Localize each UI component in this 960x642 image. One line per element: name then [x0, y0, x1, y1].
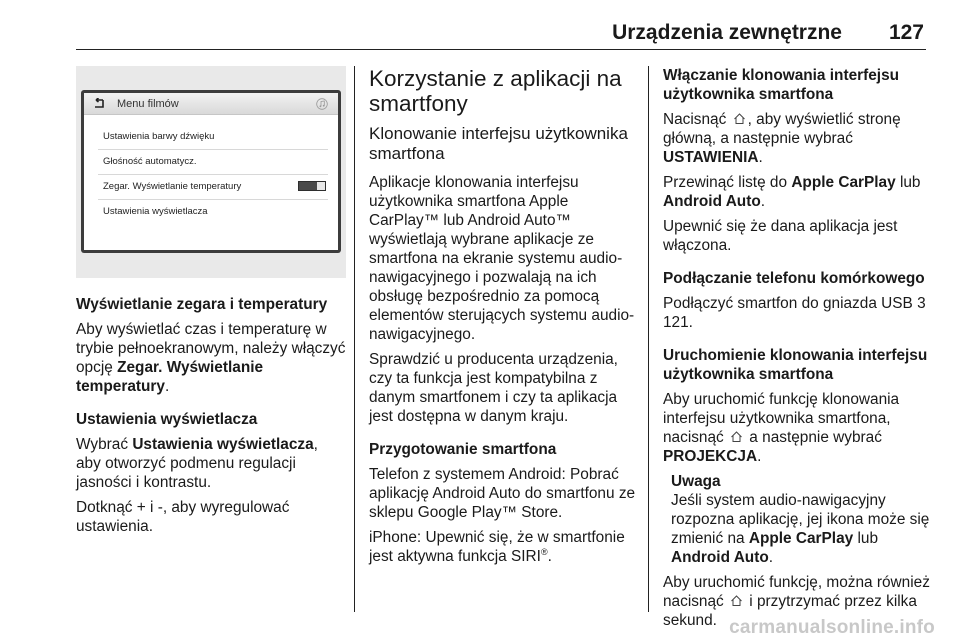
launch-paragraph	[663, 390, 938, 466]
enable-heading: Włączanie klonowania interfejsu użytkownika smartfona	[663, 67, 900, 103]
note-text: Jeśli system audio-nawigacyjny rozpozna aplikację, jej ikona może się zmienić na	[671, 492, 930, 547]
clock-option-name: Zegar. Wyświetlanie temperatury	[76, 359, 264, 395]
page-number: 127	[888, 21, 924, 44]
launch-heading: Uruchomienie klonowania interfejsu użytkownika smartfona	[663, 347, 928, 383]
iphone-paragraph	[369, 528, 639, 566]
enable-text-mid: , aby wyświetlić stronę główną, a następnie wybrać	[663, 111, 901, 147]
section-heading: Klonowanie interfejsu użytkownika smartfona	[369, 124, 628, 163]
carplay-name: Apple CarPlay	[748, 530, 854, 547]
clock-text-end: .	[164, 378, 170, 395]
projection-option-name: PROJEKCJA	[663, 448, 758, 465]
carplay-name: Apple CarPlay	[791, 174, 896, 191]
menu-item-display-settings[interactable]	[98, 200, 328, 225]
iphone-text: iPhone: Upewnić się, że w smartfonie jest aktywna funkcja SIRI	[369, 529, 625, 565]
chapter-title: Urządzenia zewnętrzne	[612, 21, 842, 44]
menu-item-auto-volume[interactable]	[98, 150, 328, 175]
android-auto-name: Android Auto	[663, 193, 761, 210]
note-text-mid: lub	[853, 530, 879, 547]
menu-item-label: Głośność automatycz.	[103, 156, 197, 167]
home-icon	[730, 594, 743, 607]
settings-option-name: USTAWIENIA	[663, 149, 759, 166]
enable-text-end: .	[758, 149, 763, 166]
connect-text: Podłączyć smartfon do gniazda USB	[663, 295, 918, 312]
clock-heading: Wyświetlanie zegara i temperatury	[76, 296, 328, 313]
enable-text: Nacisnąć	[663, 111, 731, 128]
menu-list	[98, 125, 328, 225]
page-reference: 3 121.	[663, 295, 926, 331]
launch-text-mid: a następnie wybrać	[745, 429, 882, 446]
display-text: Wybrać	[76, 436, 133, 453]
launch-text: Aby uruchomić funkcję klonowania interfejsu użytkownika smartfona, nacisnąć	[663, 391, 900, 446]
iphone-text-end: .	[547, 548, 552, 565]
display-option-name: Ustawienia wyświetlacza	[132, 436, 314, 453]
home-icon	[733, 112, 746, 125]
main-heading: Korzystanie z aplikacji na smartfony	[369, 66, 622, 116]
screen-figure	[76, 66, 346, 278]
scroll-paragraph	[663, 173, 938, 211]
column-divider-2	[648, 66, 649, 612]
note-text-end: .	[768, 549, 774, 566]
toggle-knob	[317, 182, 325, 190]
infotainment-screen	[81, 90, 341, 253]
scroll-text: Przewinąć listę do	[663, 174, 792, 191]
home-icon	[730, 430, 743, 443]
column-divider-1	[354, 66, 355, 612]
menu-item-clock-temperature[interactable]	[98, 175, 328, 200]
column-1	[76, 295, 346, 542]
scroll-text-end: .	[760, 193, 766, 210]
note-title: Uwaga	[671, 473, 721, 490]
prep-paragraph: Telefon z systemem Android: Pobrać aplikację Android Auto do smartfonu ze sklepu Google Play™ Store.	[369, 466, 636, 521]
screen-title: Menu filmów	[117, 98, 179, 110]
screen-content	[84, 93, 338, 250]
clock-temperature-toggle[interactable]	[298, 181, 326, 191]
display-paragraph	[76, 435, 346, 492]
column-3	[663, 66, 938, 636]
clock-paragraph	[76, 320, 346, 396]
connect-paragraph	[663, 294, 938, 332]
display-heading: Ustawienia wyświetlacza	[76, 411, 258, 428]
android-auto-name: Android Auto	[671, 549, 769, 566]
menu-item-sound-settings[interactable]	[98, 125, 328, 150]
watermark: carmanualsonline.info	[729, 617, 935, 638]
ensure-paragraph: Upewnić się że dana aplikacja jest włączona.	[663, 218, 898, 254]
menu-item-label: Ustawienia barwy dźwięku	[103, 131, 215, 142]
screen-titlebar	[84, 93, 338, 115]
note-paragraph	[671, 491, 938, 567]
launch-text-end: .	[757, 448, 762, 465]
note-box	[663, 472, 938, 567]
menu-item-label: Zegar. Wyświetlanie temperatury	[103, 181, 242, 192]
registered-mark: ®	[540, 546, 548, 557]
hold-text-end: i przytrzymać przez kilka sekund.	[663, 593, 917, 629]
menu-item-label: Ustawienia wyświetlacza	[103, 206, 208, 217]
back-arrow-icon[interactable]	[92, 98, 106, 110]
enable-paragraph	[663, 110, 938, 167]
intro-paragraph: Aplikacje klonowania interfejsu użytkownika smartfona Apple CarPlay™ lub Android Auto™ wyświetlają wybrane aplikacje ze smartfona na ekranie systemu audio-nawigacyjnego i pozwalają na ich obsługę bezpośrednio za pomocą elementów sterujących systemu audio-nawigacyjnego.	[369, 174, 635, 343]
adjust-paragraph: Dotknąć + i -, aby wyregulować ustawienia.	[76, 499, 290, 535]
scroll-text-mid: lub	[895, 174, 921, 191]
connect-heading: Podłączanie telefonu komórkowego	[663, 270, 925, 287]
column-2	[369, 66, 639, 572]
check-paragraph: Sprawdzić u producenta urządzenia, czy ta funkcja jest kompatybilna z danym smartfonem i czy ta aplikacja jest dostępna w danym kraju.	[369, 351, 618, 425]
hold-text: Aby uruchomić funkcję, można również nacisnąć	[663, 574, 930, 610]
header-rule	[76, 49, 926, 50]
prep-heading: Przygotowanie smartfona	[369, 441, 557, 458]
music-note-icon[interactable]	[316, 98, 328, 110]
display-text-end: , aby otworzyć podmenu regulacji jasności i kontrastu.	[76, 436, 318, 491]
clock-text: Aby wyświetlać czas i temperaturę w trybie pełnoekranowym, należy włączyć opcję	[76, 321, 346, 376]
